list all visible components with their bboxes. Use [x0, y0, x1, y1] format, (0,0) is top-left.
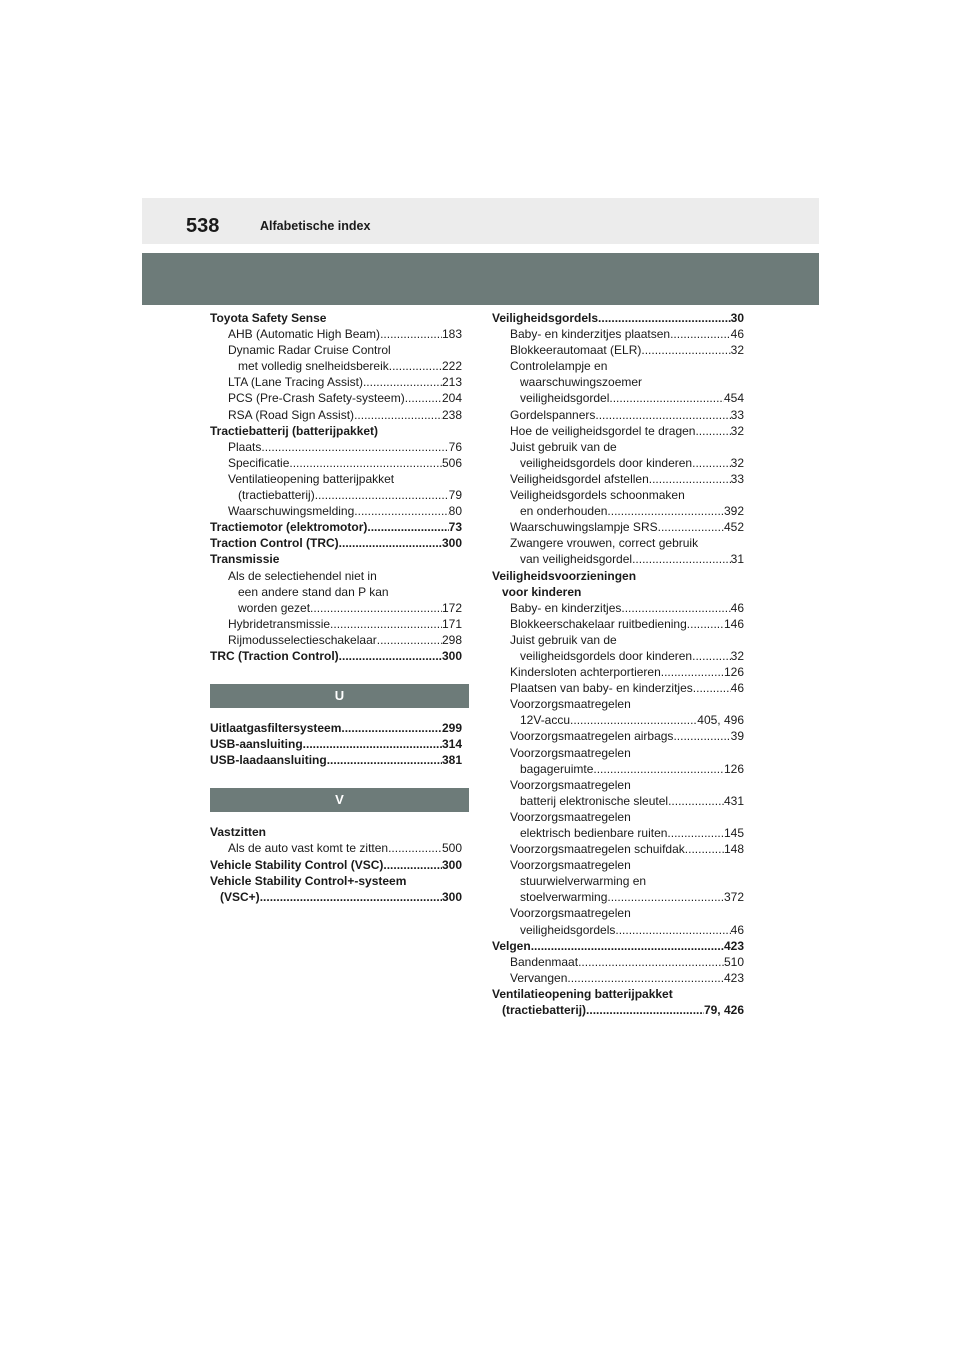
index-entry: Blokkeerschakelaar ruitbediening ..... 146: [492, 616, 744, 632]
index-entry: Veiligheidsgordel afstellen ..... 33: [492, 471, 744, 487]
index-text: Voorzorgsmaatregelen: [510, 809, 631, 824]
index-entry: Waarschuwingsmelding ..... 80: [210, 503, 462, 519]
index-entry: RSA (Road Sign Assist) ..... 238: [210, 407, 462, 423]
index-heading: Vastzitten: [210, 825, 267, 840]
section-title: Alfabetische index: [260, 219, 371, 233]
index-entry: (VSC+) ..... 300: [210, 889, 462, 905]
index-entry: Voorzorgsmaatregelen airbags ..... 39: [492, 728, 744, 744]
index-entry: USB-aansluiting ..... 314: [210, 736, 462, 752]
index-entry: Blokkeerautomaat (ELR) ..... 32: [492, 342, 744, 358]
index-entry: Baby- en kinderzitjes ..... 46: [492, 600, 744, 616]
index-entry: 12V-accu ..... 405, 496: [492, 712, 744, 728]
index-entry: Velgen ..... 423: [492, 938, 744, 954]
index-entry: bagageruimte ..... 126: [492, 761, 744, 777]
index-entry: Rijmodusselectieschakelaar ..... 298: [210, 632, 462, 648]
index-text: Ventilatieopening batterijpakket: [228, 471, 395, 486]
index-heading: Toyota Safety Sense: [210, 311, 327, 325]
index-entry: veiligheidsgordels ..... 46: [492, 922, 744, 938]
index-text: stuurwielverwarming en: [520, 874, 647, 889]
index-text: Veiligheidsgordels schoonmaken: [510, 488, 685, 503]
index-entry: Hybridetransmissie ..... 171: [210, 616, 462, 632]
index-heading: Vehicle Stability Control+-systeem: [210, 873, 407, 888]
index-heading: voor kinderen: [502, 584, 582, 599]
index-heading: Transmissie: [210, 552, 280, 567]
index-text: Voorzorgsmaatregelen: [510, 745, 631, 760]
index-text: Als de selectiehendel niet in: [228, 568, 377, 583]
index-entry: met volledig snelheidsbereik ..... 222: [210, 358, 462, 374]
index-entry: Vehicle Stability Control (VSC) ..... 300: [210, 857, 462, 873]
index-entry: elektrisch bedienbare ruiten ..... 145: [492, 825, 744, 841]
index-entry: Plaats ..... 76: [210, 439, 462, 455]
index-entry: USB-laadaansluiting ..... 381: [210, 752, 462, 768]
index-text: Controlelampje en: [510, 359, 608, 374]
index-entry: (tractiebatterij) ..... 79: [210, 487, 462, 503]
index-entry: veiligheidsgordel ..... 454: [492, 390, 744, 406]
index-entry: Voorzorgsmaatregelen schuifdak ..... 148: [492, 841, 744, 857]
header-band: [142, 198, 819, 244]
index-column-right: [492, 310, 744, 1018]
index-heading: Ventilatieopening batterijpakket: [492, 986, 673, 1001]
index-entry: (tractiebatterij) ..... 79, 426: [492, 1002, 744, 1018]
index-entry: LTA (Lane Tracing Assist) ..... 213: [210, 374, 462, 390]
index-entry: stoelverwarming ..... 372: [492, 889, 744, 905]
index-entry: veiligheidsgordels door kinderen ..... 32: [492, 648, 744, 664]
index-text: Voorzorgsmaatregelen: [510, 777, 631, 792]
letter-divider-v: V: [210, 788, 469, 812]
index-entry: veiligheidsgordels door kinderen ..... 32: [492, 455, 744, 471]
index-entry: Kindersloten achterportieren ..... 126: [492, 664, 744, 680]
index-text: een andere stand dan P kan: [238, 584, 389, 599]
index-entry: batterij elektronische sleutel ..... 431: [492, 793, 744, 809]
decorative-band: [142, 253, 819, 305]
index-entry: Traction Control (TRC) ..... 300: [210, 535, 462, 551]
index-text: Voorzorgsmaatregelen: [510, 697, 631, 712]
index-column-left: [210, 310, 462, 905]
index-entry: TRC (Traction Control) ..... 300: [210, 648, 462, 664]
index-entry: Vervangen ..... 423: [492, 970, 744, 986]
page-number: 538: [186, 215, 220, 237]
index-text: waarschuwingszoemer: [520, 375, 643, 390]
index-entry: Als de auto vast komt te zitten ..... 500: [210, 840, 462, 856]
index-text: Zwangere vrouwen, correct gebruik: [510, 536, 699, 551]
index-entry: Uitlaatgasfiltersysteem ..... 299: [210, 720, 462, 736]
index-entry: Hoe de veiligheidsgordel te dragen ..... 32: [492, 423, 744, 439]
index-text: Voorzorgsmaatregelen: [510, 906, 631, 921]
index-heading: Tractiebatterij (batterijpakket): [210, 423, 379, 438]
index-entry: worden gezet ..... 172: [210, 600, 462, 616]
index-text: Juist gebruik van de: [510, 439, 617, 454]
index-entry: en onderhouden ..... 392: [492, 503, 744, 519]
index-entry: Plaatsen van baby- en kinderzitjes ..... 46: [492, 680, 744, 696]
index-entry: van veiligheidsgordel ..... 31: [492, 551, 744, 567]
index-entry: Bandenmaat ..... 510: [492, 954, 744, 970]
letter-divider-u: U: [210, 684, 469, 708]
index-entry: Veiligheidsgordels ..... 30: [492, 310, 744, 326]
index-entry: Gordelspanners ..... 33: [492, 407, 744, 423]
index-entry: Specificatie ..... 506: [210, 455, 462, 471]
index-entry: Waarschuwingslampje SRS ..... 452: [492, 519, 744, 535]
index-heading: Veiligheidsvoorzieningen: [492, 568, 637, 583]
index-entry: Tractiemotor (elektromotor) ..... 73: [210, 519, 462, 535]
index-text: Voorzorgsmaatregelen: [510, 858, 631, 873]
index-text: Dynamic Radar Cruise Control: [228, 343, 391, 358]
index-entry: PCS (Pre-Crash Safety-systeem) ..... 204: [210, 390, 462, 406]
index-entry: Baby- en kinderzitjes plaatsen ..... 46: [492, 326, 744, 342]
index-entry: AHB (Automatic High Beam) ..... 183: [210, 326, 462, 342]
index-text: Juist gebruik van de: [510, 632, 617, 647]
